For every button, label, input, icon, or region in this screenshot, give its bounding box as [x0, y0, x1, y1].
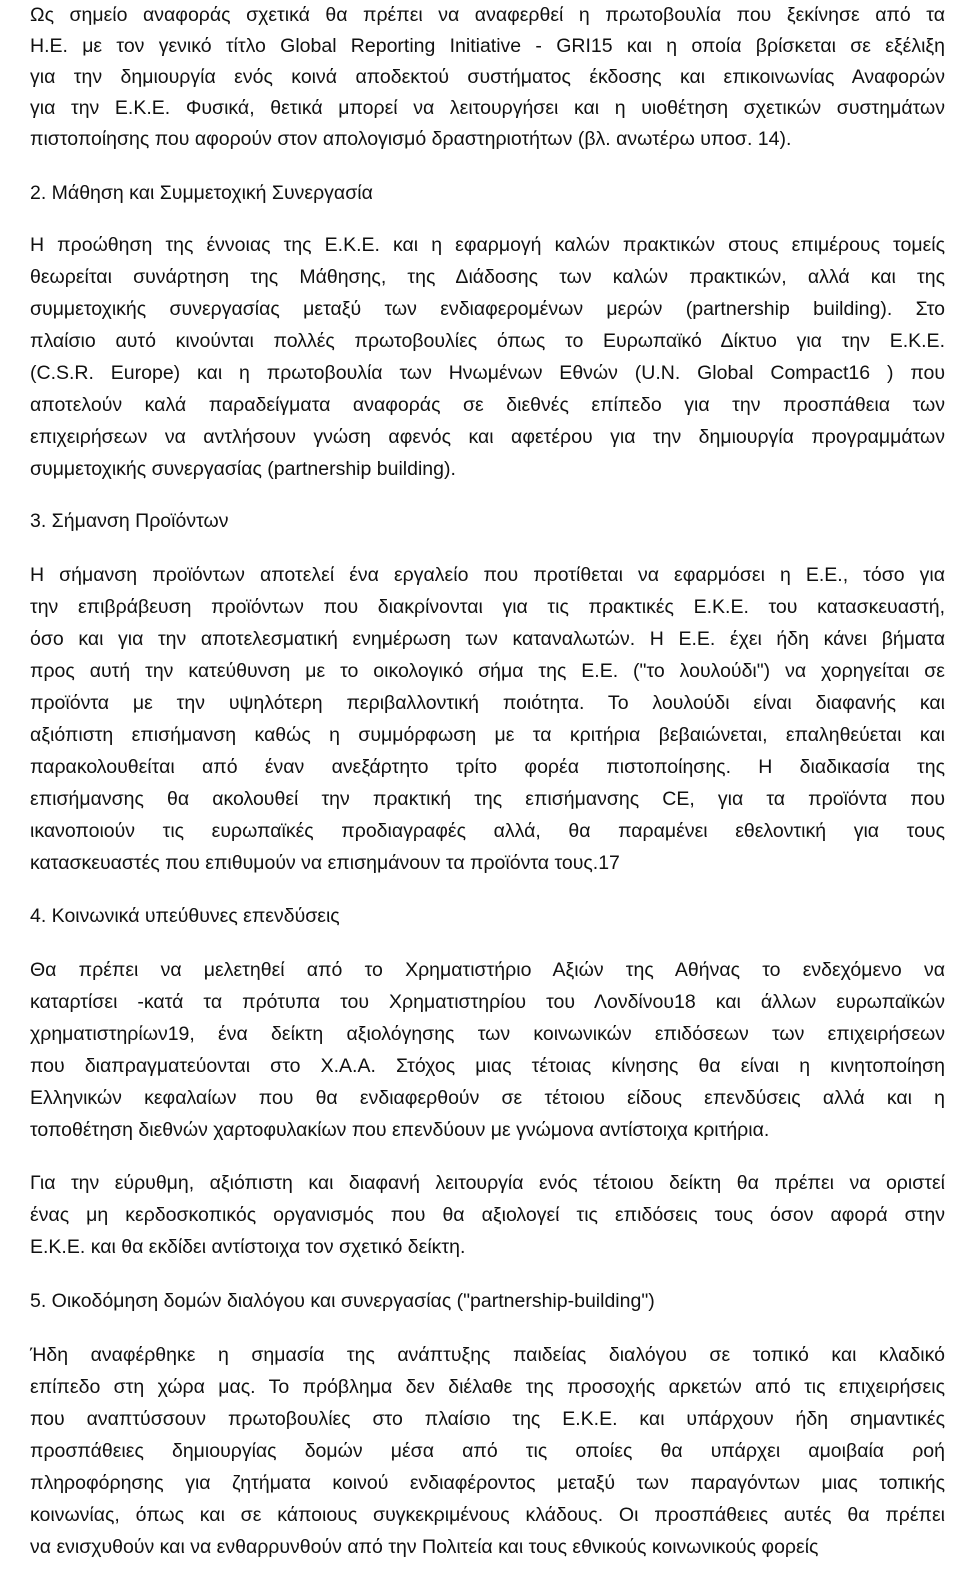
- text-line: χρηματιστηρίων19, ένα δείκτη αξιολόγησης των κοινωνικών επιδόσεων των επιχειρήσεων: [30, 1023, 945, 1045]
- text-line: προϊόντα με την υψηλότερη περιβαλλοντική ποιότητα. Το λουλούδι είναι διαφανής και: [30, 692, 945, 714]
- text-line: Για την εύρυθμη, αξιόπιστη και διαφανή λειτουργία ενός τέτοιου δείκτη θα πρέπει να οριστεί: [30, 1172, 945, 1194]
- text-line: τοποθέτηση διεθνών χαρτοφυλακίων που επενδύουν με γνώμονα αντίστοιχα κριτήρια.: [30, 1119, 770, 1141]
- section-heading: 3. Σήμανση Προϊόντων: [30, 510, 229, 532]
- text-line: Ε.Κ.Ε. και θα εκδίδει αντίστοιχα τον σχετικό δείκτη.: [30, 1236, 466, 1258]
- text-line: επιχειρήσεων να αντλήσουν γνώση αφενός και αφετέρου για την δημιουργία προγραμμάτων: [30, 426, 945, 448]
- text-line: αποτελούν καλά παραδείγματα αναφοράς σε διεθνές επίπεδο για την προσπάθεια των: [30, 394, 945, 416]
- text-line: αξιόπιστη επισήμανση καθώς η συμμόρφωση με τα κριτήρια βεβαιώνεται, επαληθεύεται και: [30, 724, 945, 746]
- text-line: συμμετοχικής συνεργασίας μεταξύ των ενδιαφερομένων μερών (partnership building). Στο: [30, 298, 945, 320]
- text-line: καταρτίσει -κατά τα πρότυπα του Χρηματιστηρίου του Λονδίνου18 και άλλων ευρωπαϊκών: [30, 991, 945, 1013]
- text-line: που διαπραγματεύονται στο Χ.Α.Α. Στόχος μιας τέτοιας κίνησης θα είναι η κινητοποίηση: [30, 1055, 945, 1077]
- text-line: την επιβράβευση προϊόντων που διακρίνονται για τις πρακτικές Ε.Κ.Ε. του κατασκευαστή,: [30, 596, 945, 618]
- text-line: Η προώθηση της έννοιας της Ε.Κ.Ε. και η εφαρμογή καλών πρακτικών στους επιμέρους τομείς: [30, 234, 945, 256]
- text-line: όσο και για την αποτελεσματική ενημέρωση των καταναλωτών. Η Ε.Ε. έχει ήδη κάνει βήματα: [30, 628, 945, 650]
- text-line: πιστοποίησης που αφορούν στον απολογισμό δραστηριοτήτων (βλ. ανωτέρω υποσ. 14).: [30, 128, 792, 150]
- section-heading: 4. Κοινωνικά υπεύθυνες επενδύσεις: [30, 905, 340, 927]
- text-line: (C.S.R. Europe) και η πρωτοβουλία των Ηνωμένων Εθνών (U.N. Global Compact16 ) που: [30, 362, 945, 384]
- text-line: ικανοποιούν τις ευρωπαϊκές προδιαγραφές αλλά, θα παραμένει εθελοντική για τους: [30, 820, 945, 842]
- text-line: προσπάθειες δημιουργίας δομών μέσα από τις οποίες θα υπάρχει αμοιβαία ροή: [30, 1440, 945, 1462]
- text-line: ένας μη κερδοσκοπικός οργανισμός που θα αξιολογεί τις επιδόσεις τους όσον αφορά στην: [30, 1204, 945, 1226]
- text-line: για την Ε.Κ.Ε. Φυσικά, θετικά μπορεί να λειτουργήσει και η υιοθέτηση σχετικών συστημάτων: [30, 97, 945, 119]
- text-line: Ήδη αναφέρθηκε η σημασία της ανάπτυξης παιδείας διαλόγου σε τοπικό και κλαδικό: [30, 1344, 945, 1366]
- text-line: κατασκευαστές που επιθυμούν να επισημάνουν τα προϊόντα τους.17: [30, 852, 620, 874]
- text-line: για την δημιουργία ενός κοινά αποδεκτού συστήματος έκδοσης και επικοινωνίας Αναφορών: [30, 66, 945, 88]
- text-line: συμμετοχικής συνεργασίας (partnership building).: [30, 458, 456, 480]
- text-line: Η σήμανση προϊόντων αποτελεί ένα εργαλείο που προτίθεται να εφαρμόσει η Ε.Ε., τόσο για: [30, 564, 945, 586]
- text-line: προς αυτή την κατεύθυνση με το οικολογικό σήμα της Ε.Ε. ("το λουλούδι") να χορηγείται σε: [30, 660, 945, 682]
- text-line: να ενισχυθούν και να ενθαρρυνθούν από την Πολιτεία και τους εθνικούς κοινωνικούς φορείς: [30, 1536, 819, 1558]
- text-line: επίπεδο στη χώρα μας. Το πρόβλημα δεν διέλαθε της προσοχής αρκετών από τις επιχειρήσεις: [30, 1376, 945, 1398]
- text-line: πληροφόρησης για ζητήματα κοινού ενδιαφέροντος μεταξύ των παραγόντων μιας τοπικής: [30, 1472, 945, 1494]
- text-line: Ελληνικών κεφαλαίων που θα ενδιαφερθούν σε τέτοιου είδους επενδύσεις αλλά και η: [30, 1087, 945, 1109]
- text-line: που αναπτύσσουν πρωτοβουλίες στο πλαίσιο της Ε.Κ.Ε. και υπάρχουν ήδη σημαντικές: [30, 1408, 945, 1430]
- text-line: θεωρείται συνάρτηση της Μάθησης, της Διάδοσης των καλών πρακτικών, αλλά και της: [30, 266, 945, 288]
- text-line: Θα πρέπει να μελετηθεί από το Χρηματιστήριο Αξιών της Αθήνας το ενδεχόμενο να: [30, 959, 945, 981]
- section-heading: 5. Οικοδόμηση δομών διαλόγου και συνεργασίας ("partnership-building"): [30, 1290, 655, 1312]
- text-line: παρακολουθείται από έναν ανεξάρτητο τρίτο φορέα πιστοποίησης. Η διαδικασία της: [30, 756, 945, 778]
- text-line: επισήμανσης θα ακολουθεί την πρακτική της επισήμανσης CE, για τα προϊόντα που: [30, 788, 945, 810]
- text-line: πλαίσιο αυτό κινούνται πολλές πρωτοβουλίες όπως το Ευρωπαϊκό Δίκτυο για την Ε.Κ.Ε.: [30, 330, 945, 352]
- section-heading: 2. Μάθηση και Συμμετοχική Συνεργασία: [30, 182, 373, 204]
- text-line: Ως σημείο αναφοράς σχετικά θα πρέπει να αναφερθεί η πρωτοβουλία που ξεκίνησε από τα: [30, 4, 945, 26]
- text-line: κοινωνίας, όπως και σε κάποιους συγκεκριμένους κλάδους. Οι προσπάθειες αυτές θα πρέπει: [30, 1504, 945, 1526]
- text-line: Η.Ε. με τον γενικό τίτλο Global Reporting Initiative - GRI15 και η οποία βρίσκεται σε εξέλιξη: [30, 35, 945, 57]
